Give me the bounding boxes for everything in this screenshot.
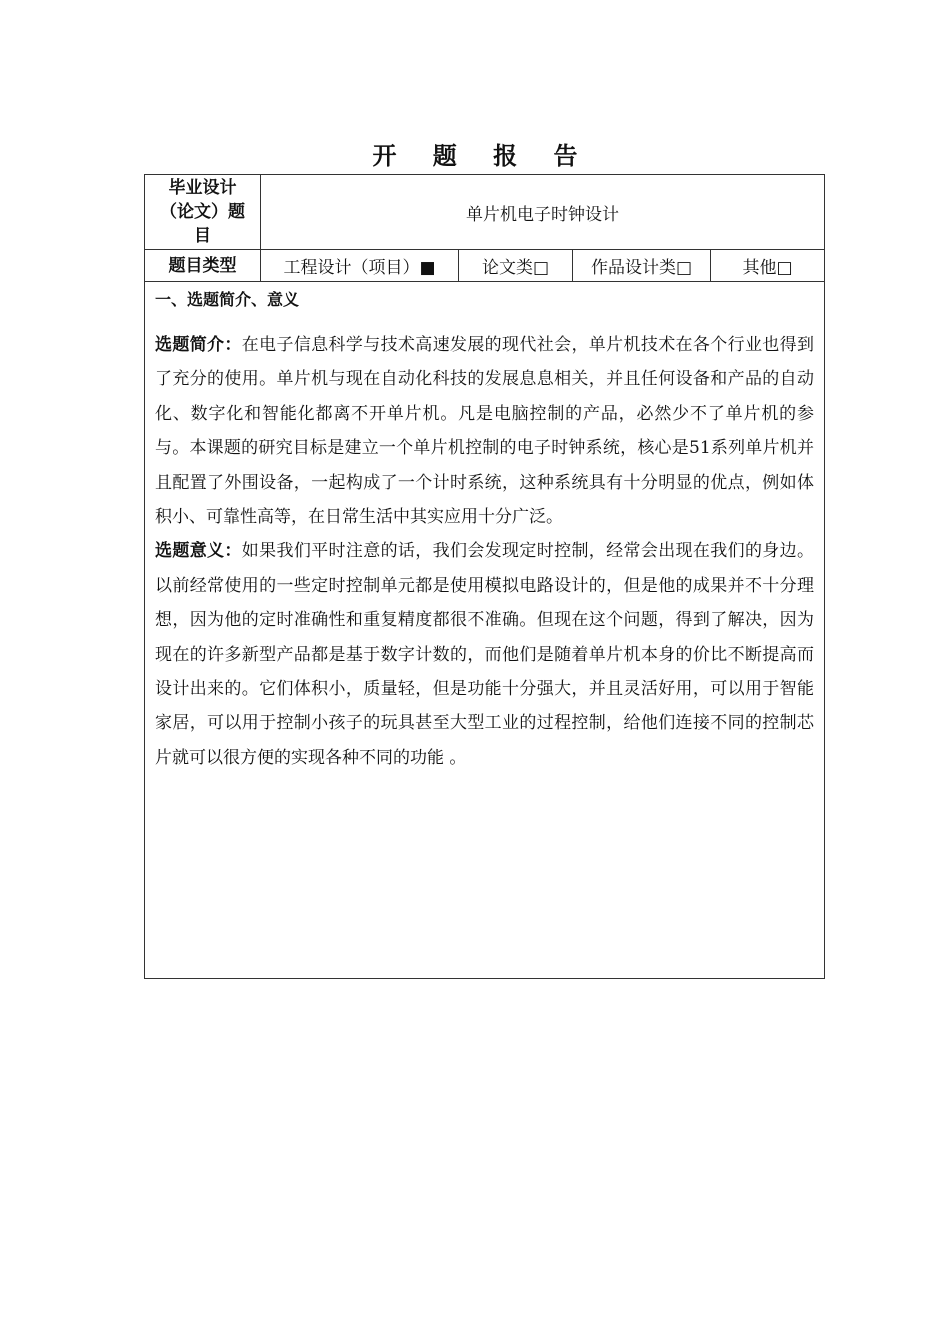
topic-label: 毕业设计（论文）题目 [145,175,261,250]
type-label: 题目类型 [145,250,261,282]
meaning-text: 如果我们平时注意的话，我们会发现定时控制，经常会出现在我们的身边。以前经常使用的一些定时控制单元都是使用模拟电路设计的，但是他的成果并不十分理想，因为他的定时准确性和重复精度都很不准确。但现在这个问题，得到了解决，因为现在的许多新型产品都是基于数字计数的，而他们是随着单片机本身的价比不断提高而设计出来的。它们体积小，质量轻，但是功能十分强大，并且灵活好用，可以用于智能家居，可以用于控制小孩子的玩具甚至大型工业的过程控制，给他们连接不同的控制芯片就可以很方便的实现各种不同的功能 。 [155,541,815,768]
content-cell [145,282,825,979]
intro-lead: 选题简介： [155,335,242,355]
intro-paragraph [155,328,814,534]
report-form-table [144,174,825,979]
type-option-thesis: 论文类□ [459,250,573,282]
page-title: 开 题 报 告 [372,142,592,170]
type-option-engineering: 工程设计（项目）■ [261,250,459,282]
meaning-paragraph [155,534,814,775]
section-heading: 一、选题简介、意义 [155,290,300,309]
topic-row [145,175,825,250]
meaning-lead: 选题意义： [155,541,242,562]
type-row [145,250,825,282]
intro-text: 在电子信息科学与技术高速发展的现代社会，单片机技术在各个行业也得到了充分的使用。单片机与现在自动化科技的发展息息相关，并且任何设备和产品的自动化、数字化和智能化都离不开单片机。凡是电脑控制的产品，必然少不了单片机的参与。本课题的研究目标是建立一个单片机控制的电子时钟系统，核心是51系列单片机并且配置了外围设备，一起构成了一个计时系统，这种系统具有十分明显的优点，例如体积小、可靠性高等，在日常生活中其实应用十分广泛。 [155,335,815,528]
type-option-other: 其他□ [711,250,825,282]
content-row [145,282,825,979]
topic-value: 单片机电子时钟设计 [261,175,825,250]
type-option-work-design: 作品设计类□ [573,250,711,282]
